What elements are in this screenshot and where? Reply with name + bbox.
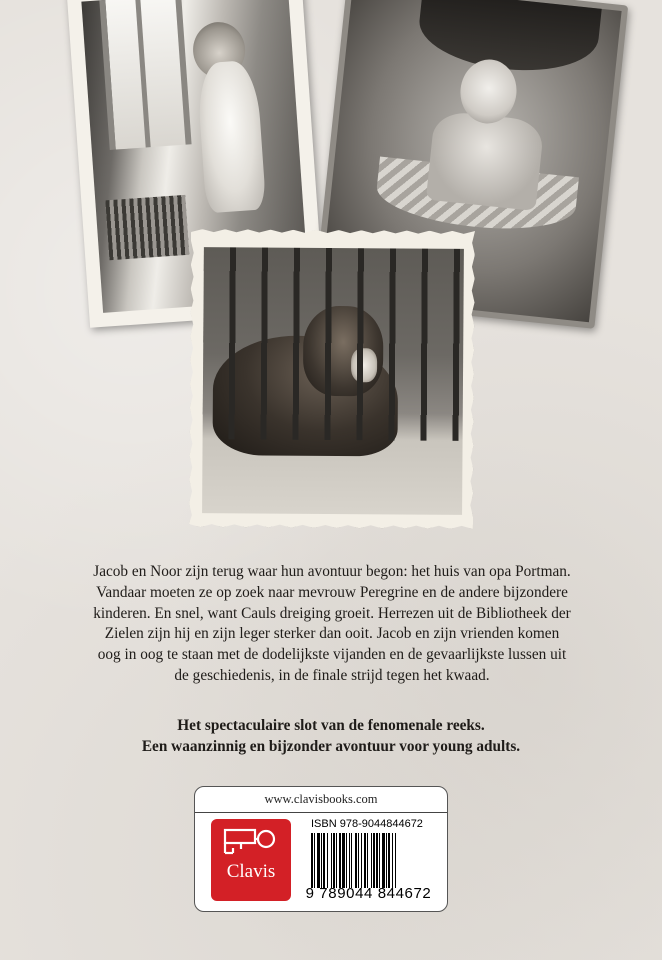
- barcode-bar: [323, 833, 325, 888]
- blurb-line: Zielen zijn hij en zijn leger sterker dan ooit. Jacob en zijn vrienden komen: [104, 625, 560, 643]
- barcode-bar: [395, 833, 396, 888]
- barcode-bar: [376, 833, 378, 888]
- tagline-line-1: Het spectaculaire slot van de fenomenale reeks.: [177, 717, 485, 734]
- barcode-bar: [351, 833, 352, 888]
- key-icon: [221, 827, 281, 857]
- barcode-bar: [379, 833, 380, 888]
- blurb-line: de geschiedenis, in de finale strijd tegen het kwaad.: [174, 666, 490, 684]
- barcode-bar: [342, 833, 345, 888]
- blurb-line: Vandaar moeten ze op zoek naar mevrouw Peregrine en de andere bijzondere: [96, 583, 568, 601]
- tagline-line-2: Een waanzinnig en bijzonder avontuur voor young adults.: [141, 738, 521, 755]
- blurb-line: oog in oog te staan met de dodelijkste vijanden en de gevaarlijkste lussen uit: [97, 646, 567, 664]
- publisher-info-box: [194, 786, 448, 912]
- barcode-bar: [392, 833, 393, 888]
- tagline: [40, 715, 622, 757]
- barcode-bar: [311, 833, 313, 888]
- barcode-bar: [331, 833, 332, 888]
- isbn-digits: 9 789044 844672: [305, 885, 432, 902]
- barcode-bar: [333, 833, 335, 888]
- barcode-bar: [367, 833, 368, 888]
- barcode-bar: [371, 833, 372, 888]
- barcode-bar: [339, 833, 341, 888]
- barcode-bar: [336, 833, 337, 888]
- barcode-bar: [364, 833, 366, 888]
- barcode-bar: [373, 833, 375, 888]
- clavis-logo: [211, 819, 291, 901]
- barcode-bar: [321, 833, 322, 888]
- barcode-bar: [346, 833, 347, 888]
- bear-behind-bars-photo: [189, 229, 475, 529]
- publisher-url[interactable]: www.clavisbooks.com: [264, 792, 378, 806]
- back-cover-blurb: [62, 562, 602, 687]
- barcode-bar: [349, 833, 350, 888]
- barcode-bar: [327, 833, 328, 888]
- barcode-bar: [314, 833, 315, 888]
- barcode-bar: [361, 833, 362, 888]
- blurb-line: Jacob en Noor zijn terug waar hun avontuur begon: het huis van opa Portman.: [93, 563, 571, 580]
- barcode: [311, 833, 431, 888]
- barcode-bar: [388, 833, 390, 888]
- barcode-bar: [317, 833, 320, 888]
- barcode-bar: [355, 833, 357, 888]
- blurb-line: kinderen. En snel, want Cauls dreiging groeit. Herrezen uit de Bibliotheek der: [93, 604, 571, 622]
- barcode-bar: [386, 833, 387, 888]
- logo-text: Clavis: [226, 861, 276, 882]
- barcode-bar: [358, 833, 359, 888]
- divider: [195, 812, 447, 813]
- barcode-bar: [382, 833, 385, 888]
- isbn-label: ISBN 978-9044844672: [311, 818, 423, 830]
